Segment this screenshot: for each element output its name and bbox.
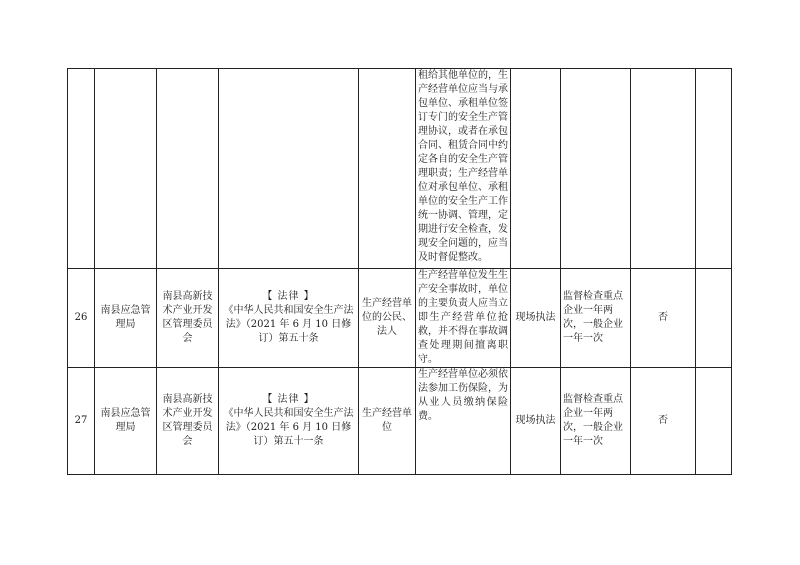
law-reference: 《中华人民共和国安全生产法法》（2021 年 6 月 10 日修订）第五十条: [223, 305, 354, 344]
department-cell: 南县应急管理局: [95, 269, 157, 368]
department-cell: 南县应急管理局: [95, 368, 157, 475]
remark-cell: [696, 269, 732, 368]
row-number: 27: [68, 368, 95, 475]
subject-cell: 生产经营单位的公民、法人: [359, 269, 416, 368]
table-row: [68, 269, 732, 368]
inspection-content-cell: 生产经营单位必须依法参加工伤保险，为从业人员缴纳保险费。: [416, 368, 511, 475]
law-type-tag: 【 法律 】: [262, 291, 315, 302]
remark-cell: [696, 69, 732, 269]
organization-cell: 南县高新技术产业开发区管理委员会: [157, 269, 219, 368]
organization-cell: 南县高新技术产业开发区管理委员会: [157, 368, 219, 475]
organization-cell: [157, 69, 219, 269]
inspection-content-cell: 租给其他单位的，生产经营单位应当与承包单位、承租单位签订专门的安全生产管理协议，或者在承包合同、租赁合同中约定各自的安全生产管理职责；生产经营单位对承包单位、承租单位的安全生产工作统一协调、管理，定期进行安全检查，发现安全问题的，应当及时督促整改。: [416, 69, 511, 269]
row-number: [68, 69, 95, 269]
method-cell: 现场执法: [511, 269, 561, 368]
legal-basis-cell: [219, 69, 359, 269]
inspection-table: [67, 68, 732, 475]
remark-cell: [696, 368, 732, 475]
frequency-cell: [561, 69, 631, 269]
legal-basis-cell: [219, 269, 359, 368]
law-type-tag: 【 法律 】: [262, 394, 315, 405]
flag-cell: 否: [631, 269, 696, 368]
flag-cell: [631, 69, 696, 269]
row-number: 26: [68, 269, 95, 368]
method-cell: 现场执法: [511, 368, 561, 475]
flag-cell: 否: [631, 368, 696, 475]
table-row: [68, 69, 732, 269]
law-reference: 《中华人民共和国安全生产法法》（2021 年 6 月 10 日修订）第五十一条: [223, 408, 354, 447]
table-row: [68, 368, 732, 475]
subject-cell: 生产经营单位: [359, 368, 416, 475]
frequency-cell: 监督检查重点企业一年两次，一般企业一年一次: [561, 368, 631, 475]
frequency-cell: 监督检查重点企业一年两次，一般企业一年一次: [561, 269, 631, 368]
inspection-content-cell: 生产经营单位发生生产安全事故时，单位的主要负责人应当立即生产经营单位抢救，并不得在事故调查处理期间擅离职守。: [416, 269, 511, 368]
method-cell: [511, 69, 561, 269]
department-cell: [95, 69, 157, 269]
subject-cell: [359, 69, 416, 269]
legal-basis-cell: [219, 368, 359, 475]
